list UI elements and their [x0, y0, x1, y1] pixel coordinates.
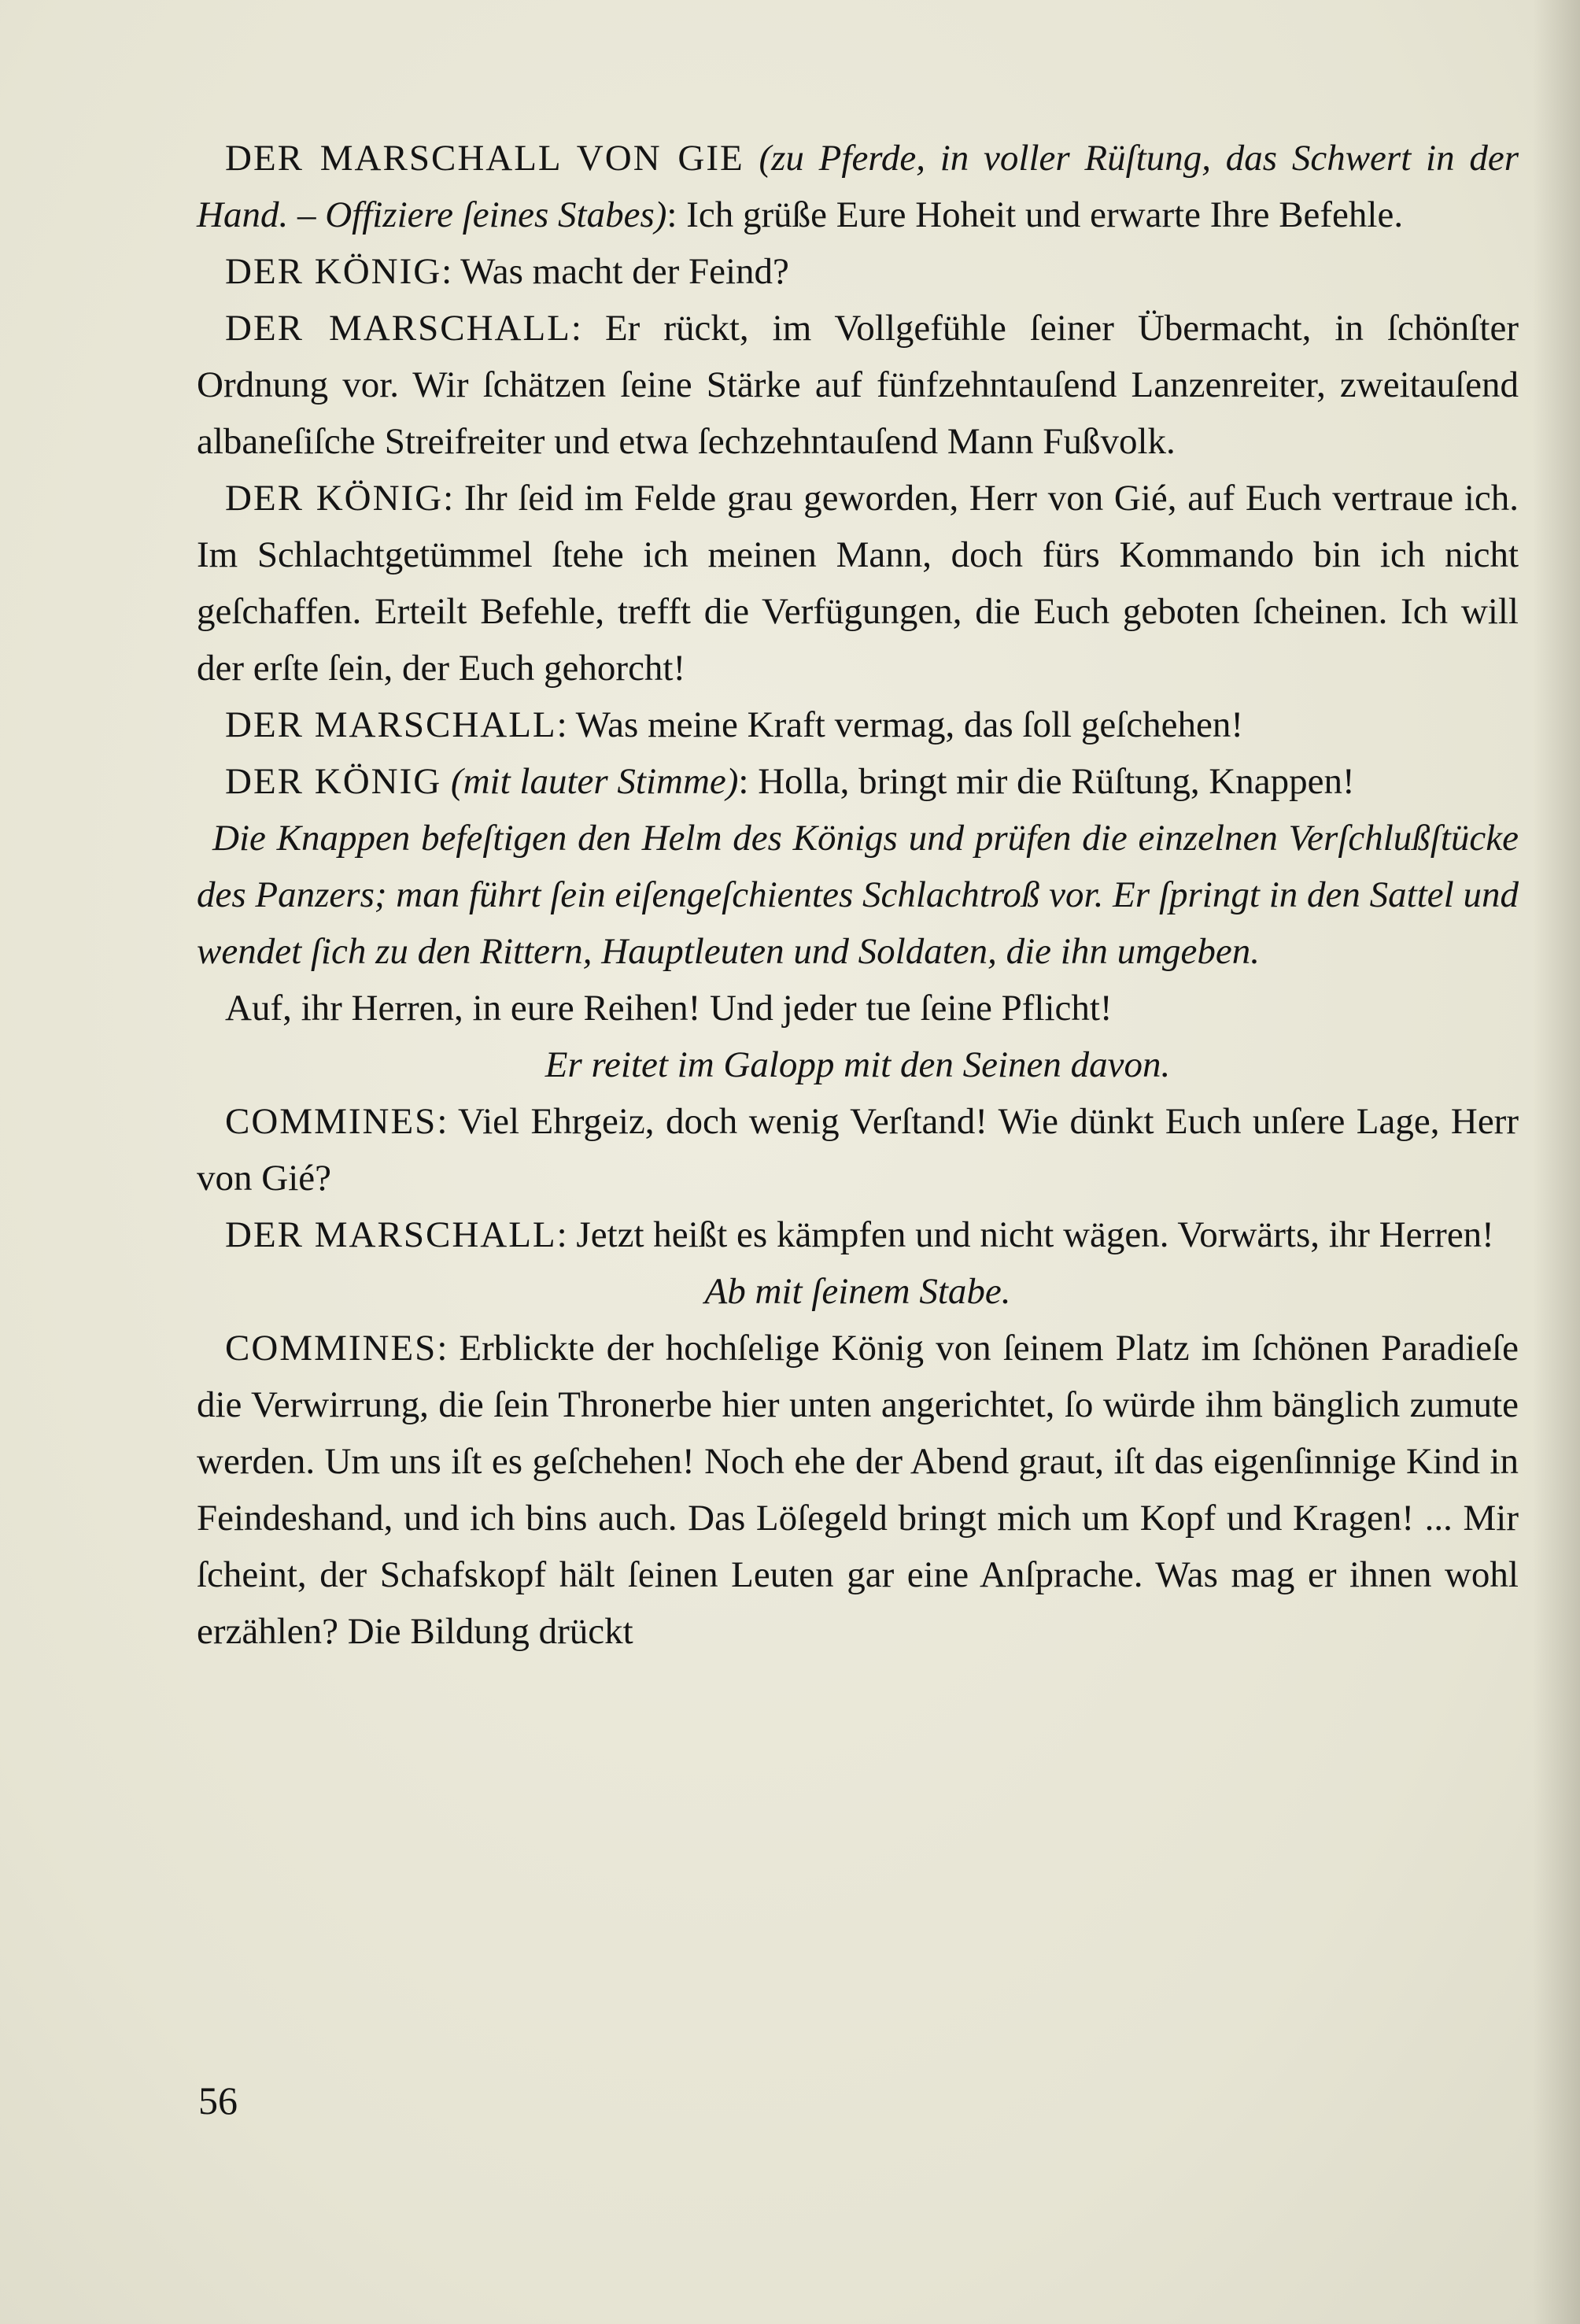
- speech-text: : Was meine Kraft vermag, das ſoll geſchehen!: [556, 704, 1243, 745]
- speech-paragraph: [197, 130, 1519, 243]
- page-text: [197, 130, 1519, 1660]
- page-number: 56: [198, 2078, 238, 2123]
- speech-paragraph: [197, 1320, 1519, 1660]
- speech-paragraph: [197, 470, 1519, 696]
- stage-direction-paragraph: Die Knappen befeſtigen den Helm des Königs und prüfen die einzelnen Verſchlußſtücke des Panzers; man führt ſein eiſengeſchientes Schlachtroß vor. Er ſpringt in den Sattel und wendet ſich zu den Rittern, Hauptleuten und Soldaten, die ihn umgeben.: [197, 818, 1519, 972]
- speech-paragraph: [197, 696, 1519, 753]
- stage-direction: (zu Pferde, in voller Rüſtung, das Schwert in der Hand. – Offiziere ſeines Stabes): [197, 138, 1519, 235]
- speaker-name: COMMINES: [225, 1101, 437, 1142]
- speaker-name: DER KÖNIG: [225, 251, 442, 292]
- centered-stage-direction: Er reitet im Galopp mit den Seinen davon.: [545, 1044, 1171, 1085]
- speaker-name: DER KÖNIG: [225, 761, 442, 802]
- speaker-name: COMMINES: [225, 1328, 437, 1369]
- speech-text: : Viel Ehrgeiz, doch wenig Verſtand! Wie dünkt Euch unſere Lage, Herr von Gié?: [197, 1101, 1519, 1199]
- speech-paragraph: [197, 753, 1519, 810]
- speech-text: : Ich grüße Eure Hoheit und erwarte Ihre Befehle.: [666, 194, 1404, 235]
- speech-paragraph: [197, 300, 1519, 470]
- speaker-name: DER MARSCHALL: [225, 1214, 557, 1255]
- speech-text: : Was macht der Feind?: [441, 251, 789, 292]
- stage-direction: (mit lauter Stimme): [450, 761, 739, 802]
- centered-stage-direction: Ab mit ſeinem Stabe.: [704, 1271, 1011, 1312]
- plain-paragraph: Auf, ihr Herren, in eure Reihen! Und jeder tue ſeine Pflicht!: [225, 988, 1113, 1029]
- speech-paragraph: [197, 243, 1519, 300]
- page-edge-shadow: [1533, 0, 1580, 2324]
- speech-text: : Ihr ſeid im Felde grau geworden, Herr von Gié, auf Euch vertraue ich. Im Schlachtgetümmel ſtehe ich meinen Mann, doch fürs Kommando bin ich nicht geſchaffen. Erteilt Befehle, trefft die Verfügungen, die Euch geboten ſcheinen. Ich will der erſte ſein, der Euch gehorcht!: [197, 478, 1519, 689]
- speech-text: : Jetzt heißt es kämpfen und nicht wägen. Vorwärts, ihr Herren!: [556, 1214, 1494, 1255]
- speaker-name: DER KÖNIG: [225, 478, 444, 519]
- speech-paragraph: [197, 1206, 1519, 1263]
- speaker-name: DER MARSCHALL: [225, 704, 557, 745]
- speaker-name: DER MARSCHALL: [225, 308, 571, 349]
- speech-paragraph: [197, 1093, 1519, 1206]
- speech-text: : Er rückt, im Vollgefühle ſeiner Übermacht, in ſchönſter Ordnung vor. Wir ſchätzen ſeine Stärke auf fünfzehntauſend Lanzenreiter, zweitauſend albaneſiſche Streifreiter und etwa ſechzehntauſend Mann Fußvolk.: [197, 308, 1519, 462]
- speech-text: : Holla, bringt mir die Rüſtung, Knappen!: [738, 761, 1355, 802]
- speaker-name: DER MARSCHALL VON GIE: [225, 138, 744, 179]
- speech-text: : Erblickte der hochſelige König von ſeinem Platz im ſchönen Paradieſe die Verwirrung, die ſein Thronerbe hier unten angerichtet, ſo würde ihm bänglich zumute werden. Um uns iſt es geſchehen! Noch ehe der Abend graut, iſt das eigenſinnige Kind in Feindeshand, und ich bins auch. Das Löſegeld bringt mich um Kopf und Kragen! ... Mir ſcheint, der Schafskopf hält ſeinen Leuten gar eine Anſprache. Was mag er ihnen wohl erzählen? Die Bildung drückt: [197, 1328, 1519, 1652]
